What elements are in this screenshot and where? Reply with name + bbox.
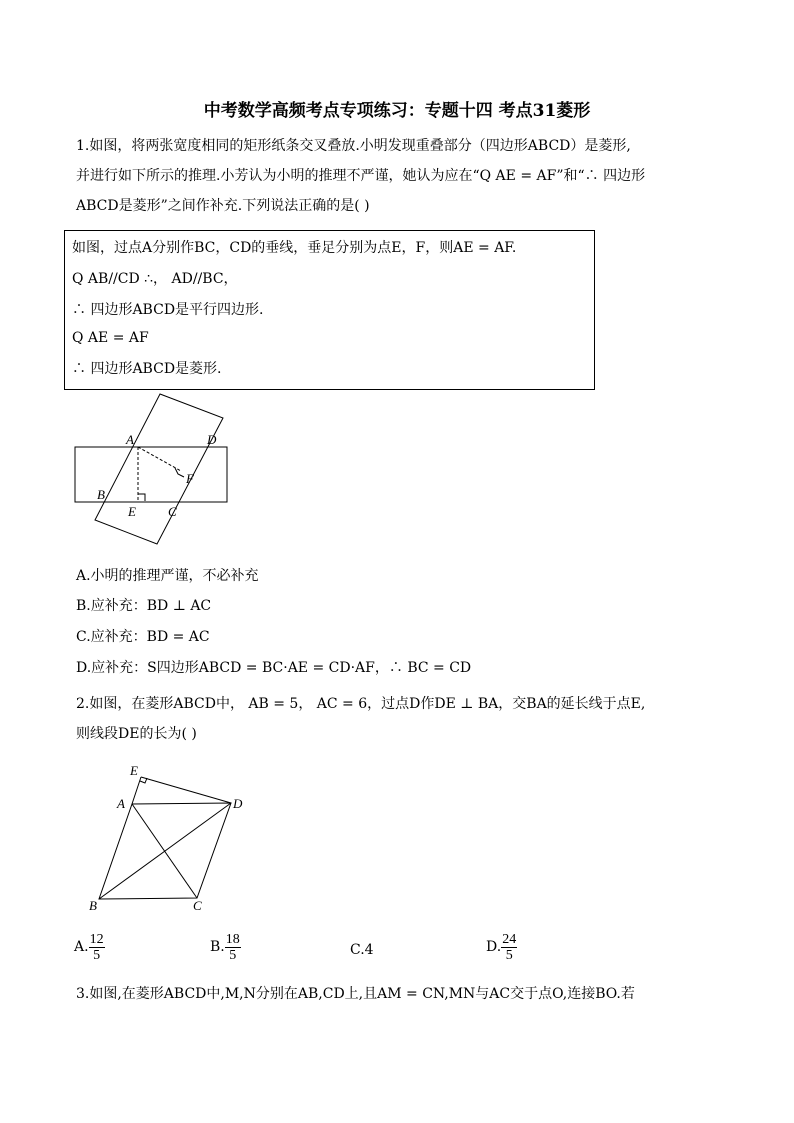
- q2-line1: 2.如图，在菱形ABCD中， AB = 5， AC = 6，过点D作DE ⊥ BA，交BA的延长线于点E,: [76, 696, 646, 712]
- q2-option-c: C.4: [350, 942, 374, 958]
- q1-box-line4: Q AE = AF: [72, 330, 149, 346]
- right-angle-F: [175, 468, 184, 477]
- q2-option-b: B. $\frac{18}{5}$: [210, 932, 240, 963]
- q2-option-d: D. $\frac{24}{5}$: [486, 932, 517, 963]
- q1-line2: 并进行如下所示的推理.小芳认为小明的推理不严谨，她认为应在“Q AE = AF”和“∴ 四边形: [76, 168, 646, 184]
- label-B: B: [97, 487, 105, 502]
- label-C: C: [168, 504, 177, 519]
- q1-option-d: D.应补充：S四边形ABCD = BC·AE = CD·AF，∴ BC = CD: [76, 660, 472, 676]
- q1-box-line3: ∴ 四边形ABCD是平行四边形.: [72, 302, 264, 318]
- diagonal-BD: [99, 803, 231, 899]
- q1-line3: ABCD是菱形”之间作补充.下列说法正确的是( ): [76, 198, 370, 214]
- label-A: A: [126, 432, 134, 447]
- slanted-strip: [95, 394, 223, 544]
- q3-line1: 3.如图,在菱形ABCD中,M,N分别在AB,CD上,且AM = CN,MN与AC交于点O,连接BO.若: [76, 986, 635, 1002]
- q1-box-line5: ∴ 四边形ABCD是菱形.: [72, 361, 222, 377]
- label-B2: B: [89, 898, 97, 913]
- q1-box-line2: Q AB//CD ∴， AD//BC，: [72, 271, 238, 287]
- q2-option-a: A. $\frac{12}{5}$: [74, 932, 104, 963]
- label-E2: E: [130, 763, 138, 778]
- q2-line2: 则线段DE的长为( ): [76, 726, 197, 742]
- page-title: 中考数学高频考点专项练习：专题十四 考点31菱形: [203, 101, 591, 121]
- q1-option-b: B.应补充：BD ⊥ AC: [76, 598, 212, 614]
- q1-box-line1: 如图，过点A分别作BC，CD的垂线，垂足分别为点E，F，则AE = AF.: [72, 240, 517, 256]
- q1-option-c: C.应补充：BD = AC: [76, 629, 210, 645]
- label-D: D: [207, 432, 217, 447]
- extension-BA: [132, 777, 141, 804]
- q1-line1: 1.如图，将两张宽度相同的矩形纸条交叉叠放.小明发现重叠部分（四边形ABCD）是菱形,: [76, 138, 631, 154]
- q1-figure: [60, 388, 250, 558]
- segment-DE: [141, 777, 231, 803]
- label-E: E: [128, 504, 136, 519]
- label-A2: A: [117, 796, 125, 811]
- label-F: F: [186, 471, 194, 486]
- altitude-AF: [138, 447, 181, 471]
- label-C2: C: [193, 898, 202, 913]
- q1-option-a: A.小明的推理严谨，不必补充: [76, 568, 259, 584]
- right-angle-E: [138, 494, 145, 501]
- label-D2: D: [233, 796, 243, 811]
- q2-figure: [84, 760, 259, 918]
